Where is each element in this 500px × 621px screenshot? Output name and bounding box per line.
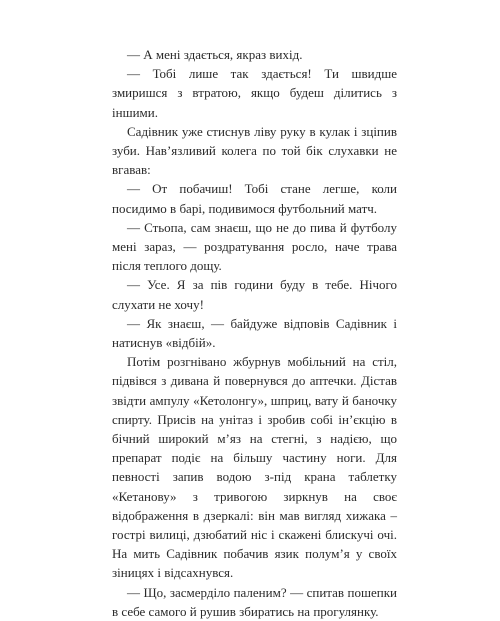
paragraph: Садівник уже стиснув ліву руку в кулак і зціпив зуби. Нав’язливий колега по той бік слухавки не вгавав: [112, 123, 397, 178]
paragraph: — Тобі лише так здається! Ти швидше змиришся з втратою, якщо будеш ділитись з іншими. [112, 66, 397, 120]
paragraph: — Що, засмерділо паленим? — спитав пошепки в себе самого й рушив збиратись на прогулянку. [112, 584, 397, 619]
paragraph: Потім розгнівано жбурнув мобільний на стіл, підвівся з дивана й повернувся до аптечки. Дістав звідти ампулу «Кетолонгу», шприц, вату й баночку спирту. Присів на унітаз і зробив собі ін’єкцію в бічний широкий м’яз на стегні, з надією, що препарат подіє на більшу частину ноги. Для певності запив водою з-під крана таблетку «Кетанову» з тривогою зиркнув на своє відображення в дзеркалі: він мав вигляд хижака – гострі вилиці, дзюбатий ніс і скажені блискучі очі. На мить Садівник побачив язик полум’я у своїх зіницях і відсахнувся. [112, 354, 397, 581]
paragraph: — Як знаєш, — байдуже відповів Садівник і натиснув «відбій». [112, 315, 397, 351]
page-text [112, 45, 397, 621]
paragraph: — Усе. Я за пів години буду в тебе. Нічого слухати не хочу! [112, 277, 397, 312]
paragraph: — А мені здається, якраз вихід. [127, 47, 303, 62]
paragraph: — От побачиш! Тобі стане легше, коли посидимо в барі, подивимося футбольний матч. [112, 181, 397, 216]
paragraph: — Стьопа, сам знаєш, що не до пива й футболу мені зараз, — роздратування росло, наче трава після теплого дощу. [112, 219, 397, 274]
